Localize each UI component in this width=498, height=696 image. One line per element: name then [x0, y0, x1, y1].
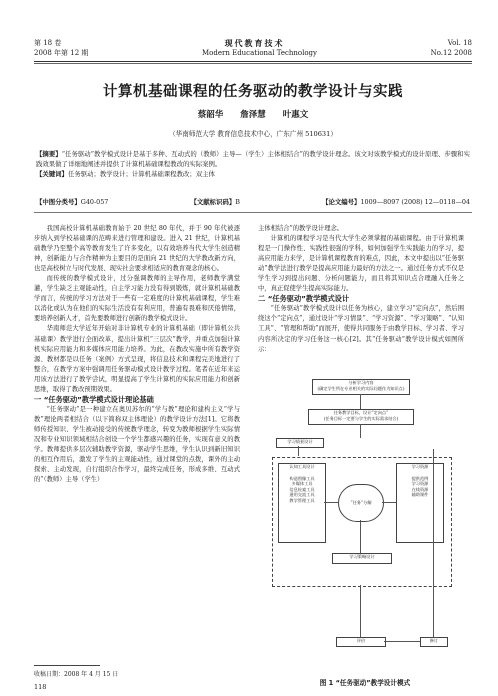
journal-name-en: Modern Educational Technology [202, 49, 317, 57]
article-no-value: 1009—8097 (2008) 12—0118—04 [360, 198, 470, 206]
journal-name-cn: 现代教育技术 [224, 38, 285, 48]
issue-label: 2008 年第 12 期 [34, 49, 89, 57]
abstract-block [36, 149, 470, 180]
keywords-text: 任务驱动；教学设计；计算机基础课程教改；双主体 [67, 170, 215, 179]
header-rule-thin [34, 63, 472, 64]
diagram-connector [360, 520, 361, 553]
section-heading: 一 “任务驱动”教学模式设计理论基础 [34, 394, 154, 404]
diagram-box-evaluation: 评价 [336, 637, 386, 647]
cognitive-tools-title: 认知工具设计 [289, 464, 315, 469]
article-no-label: 【论文编号】 [322, 198, 361, 206]
diagram-task-decomposition: “任务”分解 [338, 484, 384, 522]
abstract-label: 【摘要】 [36, 150, 62, 158]
classification-row [36, 197, 470, 206]
issue-en: No.12 2008 [430, 49, 472, 57]
resources-items: 提供范例 学习资源 在线资源 辅助课件 [411, 475, 429, 498]
volume-label: 第 18 卷 [34, 39, 62, 47]
diagram-box-situation: 学习情景设计 [276, 438, 324, 448]
diagram-connector [360, 424, 361, 438]
diagram-box-resources [396, 463, 444, 543]
running-header [34, 38, 472, 58]
abstract-rule [34, 212, 472, 213]
right-column [258, 224, 464, 355]
diagram-box-cognitive-tools [278, 463, 326, 543]
diagram-connector [382, 502, 396, 503]
clc-label: 【中图分类号】 [36, 198, 81, 206]
diagram-box-goal: 任务教学目标，设计“定向点” (任务目标一定要与学生的实际需求结合) [308, 409, 414, 425]
diagram-connector [324, 502, 338, 503]
figure-caption: 图 1 “任务驱动”教学设计模式 [319, 679, 411, 687]
abstract-text: “任务驱动”教学模式设计是基于多种、互动式的（教师）主导—（学生）主体相结合”的教学设计理念。该文对该教学模式的设计原理、步骤和实践效果做了详细地阐述并提供了计算机基础课程教改的实际案例。 [36, 150, 471, 169]
paragraph: “任务驱动”教学模式设计以任务为核心，建立学习“定向点”，然后围绕这个“定向点”，通过设计“学习情景”、“学习资源”、“学习策略”、“认知工具”、“管理和帮助”而展开，使得共同服务于由教学目标、学习者、学习内容所决定的学习任务这一核心[2]。其“任务驱动”教学设计模式如图所示： [258, 305, 464, 353]
author-name: 叶惠文 [282, 110, 309, 120]
keywords-label: 【关键词】 [36, 170, 68, 179]
diagram-connector [360, 585, 361, 637]
diagram-connector [360, 394, 361, 409]
author-list [34, 108, 472, 120]
article-title: 计算机基础课程的任务驱动的教学设计与实践 [103, 84, 403, 100]
cognitive-tools-items: 构造图像工具 多媒体工具 信息检索工具 通用交流工具 教学管理工具 [289, 475, 315, 503]
page-number: 118 [34, 683, 47, 691]
received-date: 收稿日期：2008 年 4 月 15 日 [34, 671, 119, 678]
diagram-feedback-line [433, 449, 434, 637]
clc-value: G40-057 [80, 198, 109, 206]
diagram-connector [384, 641, 420, 642]
doc-code-label: 【文献标识码】 [190, 198, 236, 206]
volume-en: Vol. 18 [447, 39, 472, 47]
teaching-model-diagram [272, 379, 450, 671]
header-rule [34, 61, 472, 62]
author-name: 詹泽慧 [240, 110, 266, 120]
resources-title: 学习资源 [411, 464, 429, 469]
left-column [34, 224, 240, 485]
paragraph: 而传统的教学模式设计，过分强调教师的主导作用，老师教学满堂灌，学生缺乏主观能动性，自主学习能力没有得到锻炼，就计算机基础教学而言，传统的学习方法对于一些有一定难度的计算机基础课程，学生难以消化或认为在他们的实际生活没有有利应用，普遍有畏难和厌倦情绪，要培养创新人才，首先要教师进行创新的教学模式设计。 [34, 275, 240, 323]
paragraph: “任务驱动”是一种建立在奥贝苏尔的“学与教”理论和建构主义“学与教”理论两者相结合（以下简称双主体理论）的教学设计方法[1]。它将教师传授知识、学生被动接受的传统教学理念，转变为教师根据学生实际情况和专业知识领域相结合创设一个学生都感兴趣的任务，实现有意义的教学。教师提供多层次辅助教学资源，驱动学生思维，学生认识到新旧知识的相互作用后，激发了学生的主观能动性，通过课堂的点拨，课外的主动探索、主动发现，自行组织合作学习，最终完成任务，形成多维、互动式的“（教师）主导（学生） [34, 405, 240, 484]
diagram-connector [298, 446, 299, 456]
footnote-rule [34, 665, 100, 666]
diagram-box-revision: 修订 [420, 637, 448, 647]
doc-code-value: B [235, 198, 240, 206]
paragraph: 我国高校计算机基础教育始于 20 世纪 80 年代，并于 90 年代被逐步纳入到学校基础课的范畴来进行管理和建设。进入 21 世纪，计算机基础教学乃至整个高等教育发生了许多变化，以有效培养当代大学生创造精神，创新能力与合作精神为主要目的是面向 21 世纪的大学教改新方向，也是高校树立与时代发展、现实社会要求相适应的教育观念的核心。 [34, 225, 240, 273]
diagram-box-strategy: 学习策略设计 [332, 553, 392, 564]
paragraph: 主体相结合”的教学设计理念。 [258, 225, 344, 232]
author-name: 蔡韶华 [197, 110, 224, 120]
diagram-box-analysis: 分析学习内容 (确定学生所在专业相关的实际问题作为知识点) [312, 379, 410, 395]
paragraph: 计算机的课程学习是当代大学生必须掌握的基础课程。由于计算机课程是一门操作性、实践性很强的学科，如何加强学生实践能力的学习，提高应用能力来学，是计算机课程教育的难点，因此，本文中提出以“任务驱动”教学法进行教学是提高应用能力最好的方法之一。通过任务方式不仅是学生学习到提出问题、分析问题能力，而且将其知识点合理融入任务之中，真正促使学生提高实际能力。 [258, 235, 464, 293]
section-heading: 二 “任务驱动”教学模式设计 [258, 294, 350, 304]
affiliation: （华南师范大学 教育信息技术中心，广东广州 510631） [169, 130, 337, 138]
paragraph: 华南师范大学近年开始对非计算机专业的计算机基础（即计算机公共基础课）教学进行全面改革，提出计算机“三层次”教学，并重点加强计算机实际应用能力和多媒体应用能力培养。为此，在教改实施中所有教学资源、教材都是以任务（案例）方式呈现，将信息技术和课程完美地进行了整合，在教学方案中强调用任务驱动模式设计教学过程。笔者在近年来运用该方法进行了教学尝试，明显提高了学生计算机的实际应用能力和创新思维，取得了教改预期效果。 [34, 325, 240, 393]
